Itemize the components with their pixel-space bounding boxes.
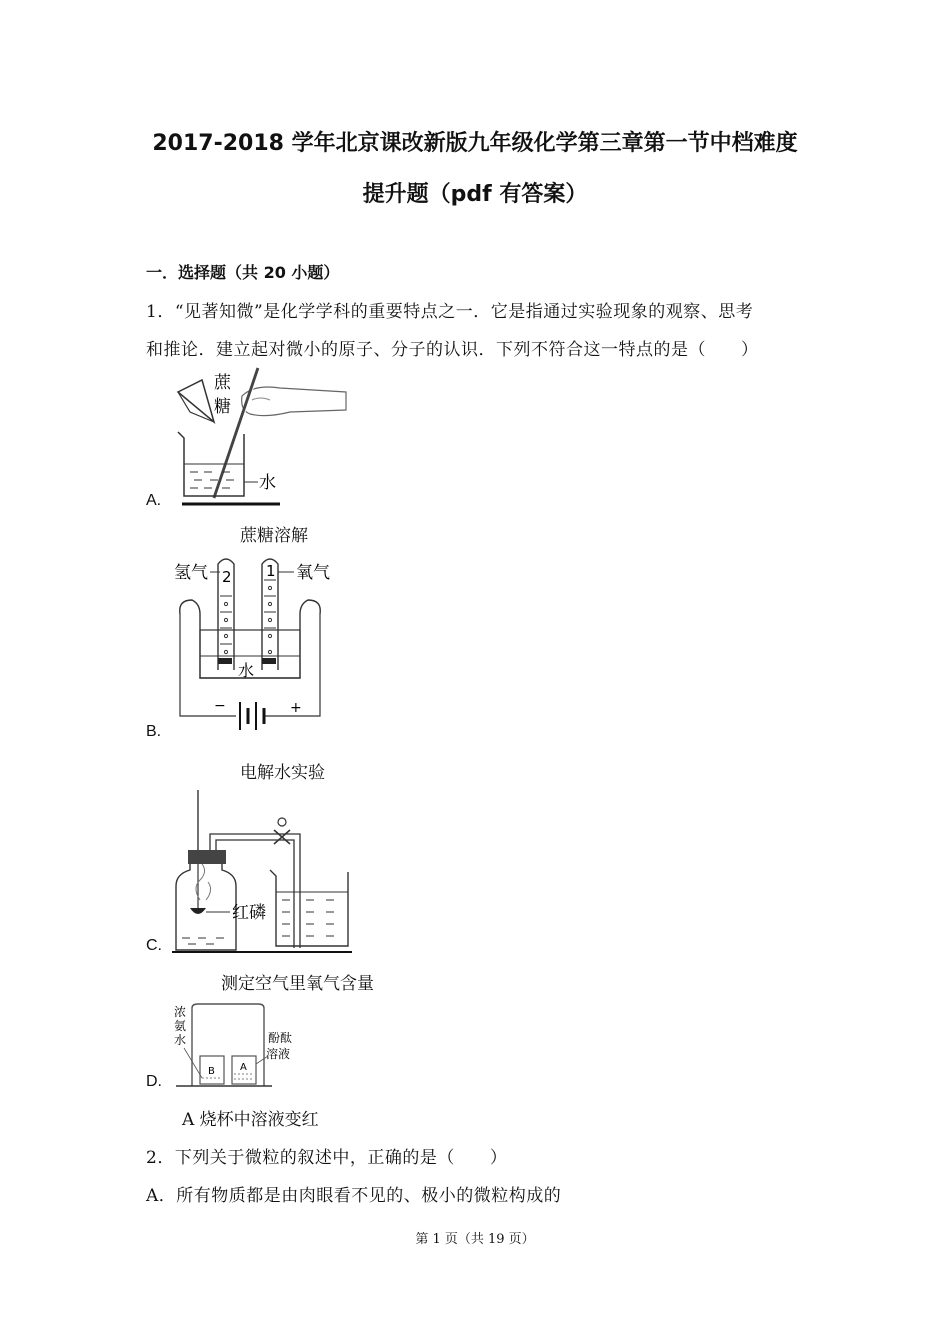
sugar-label-1: 蔗: [214, 373, 231, 393]
question-2-stem: 2．下列关于微粒的叙述中，正确的是（ ）: [146, 1148, 508, 1168]
question-2-option-a: A．所有物质都是由肉眼看不见的、极小的微粒构成的: [146, 1186, 562, 1206]
water-electrolysis-figure: [170, 552, 330, 736]
beaker-b-label: B: [208, 1066, 215, 1077]
page-title-line2: 提升题（pdf 有答案）: [362, 182, 588, 207]
option-d-caption: A 烧杯中溶液变红: [182, 1110, 319, 1130]
hydrogen-label: 氢气: [174, 563, 208, 583]
tube-2-label: 2: [222, 568, 232, 586]
ammonia-label-1: 浓: [174, 1005, 187, 1019]
page-footer: 第 1 页（共 19 页）: [415, 1232, 535, 1247]
ammonia-label-3: 水: [174, 1033, 187, 1047]
question-1-line2: 和推论．建立起对微小的原子、分子的认识．下列不符合这一特点的是（ ）: [146, 340, 759, 360]
option-a-caption: 蔗糖溶解: [240, 526, 308, 546]
question-1-line1: 1．“见著知微”是化学学科的重要特点之一．它是指通过实验现象的观察、思考: [146, 302, 754, 322]
option-b-caption: 电解水实验: [240, 763, 325, 783]
option-a-letter: A.: [146, 492, 162, 509]
phenolphthalein-label-2: 溶液: [266, 1047, 291, 1061]
ammonia-label-2: 氨: [174, 1019, 187, 1033]
option-d-letter: D.: [146, 1073, 162, 1090]
red-phosphorus-label: 红磷: [232, 903, 266, 923]
phenolphthalein-label-1: 酚酞: [268, 1031, 293, 1045]
negative-terminal: −: [214, 698, 226, 714]
water-label: 水: [259, 473, 276, 493]
tube-1-label: 1: [266, 562, 276, 580]
oxygen-content-figure: [170, 788, 360, 956]
ammonia-diffusion-figure: [172, 1002, 304, 1092]
sugar-label-2: 糖: [214, 397, 231, 417]
positive-terminal: +: [290, 700, 302, 716]
page-title-line1: 2017-2018 学年北京课改新版九年级化学第三章第一节中档难度: [152, 131, 798, 156]
section-heading: 一．选择题（共 20 小题）: [146, 263, 340, 282]
option-c-caption: 测定空气里氧气含量: [221, 974, 374, 994]
sugar-dissolving-figure: [170, 366, 350, 514]
beaker-a-label: A: [240, 1062, 247, 1073]
option-b-letter: B.: [146, 723, 162, 740]
oxygen-label: 氧气: [296, 563, 330, 583]
water-label: 水: [238, 661, 255, 680]
option-c-letter: C.: [146, 937, 162, 954]
